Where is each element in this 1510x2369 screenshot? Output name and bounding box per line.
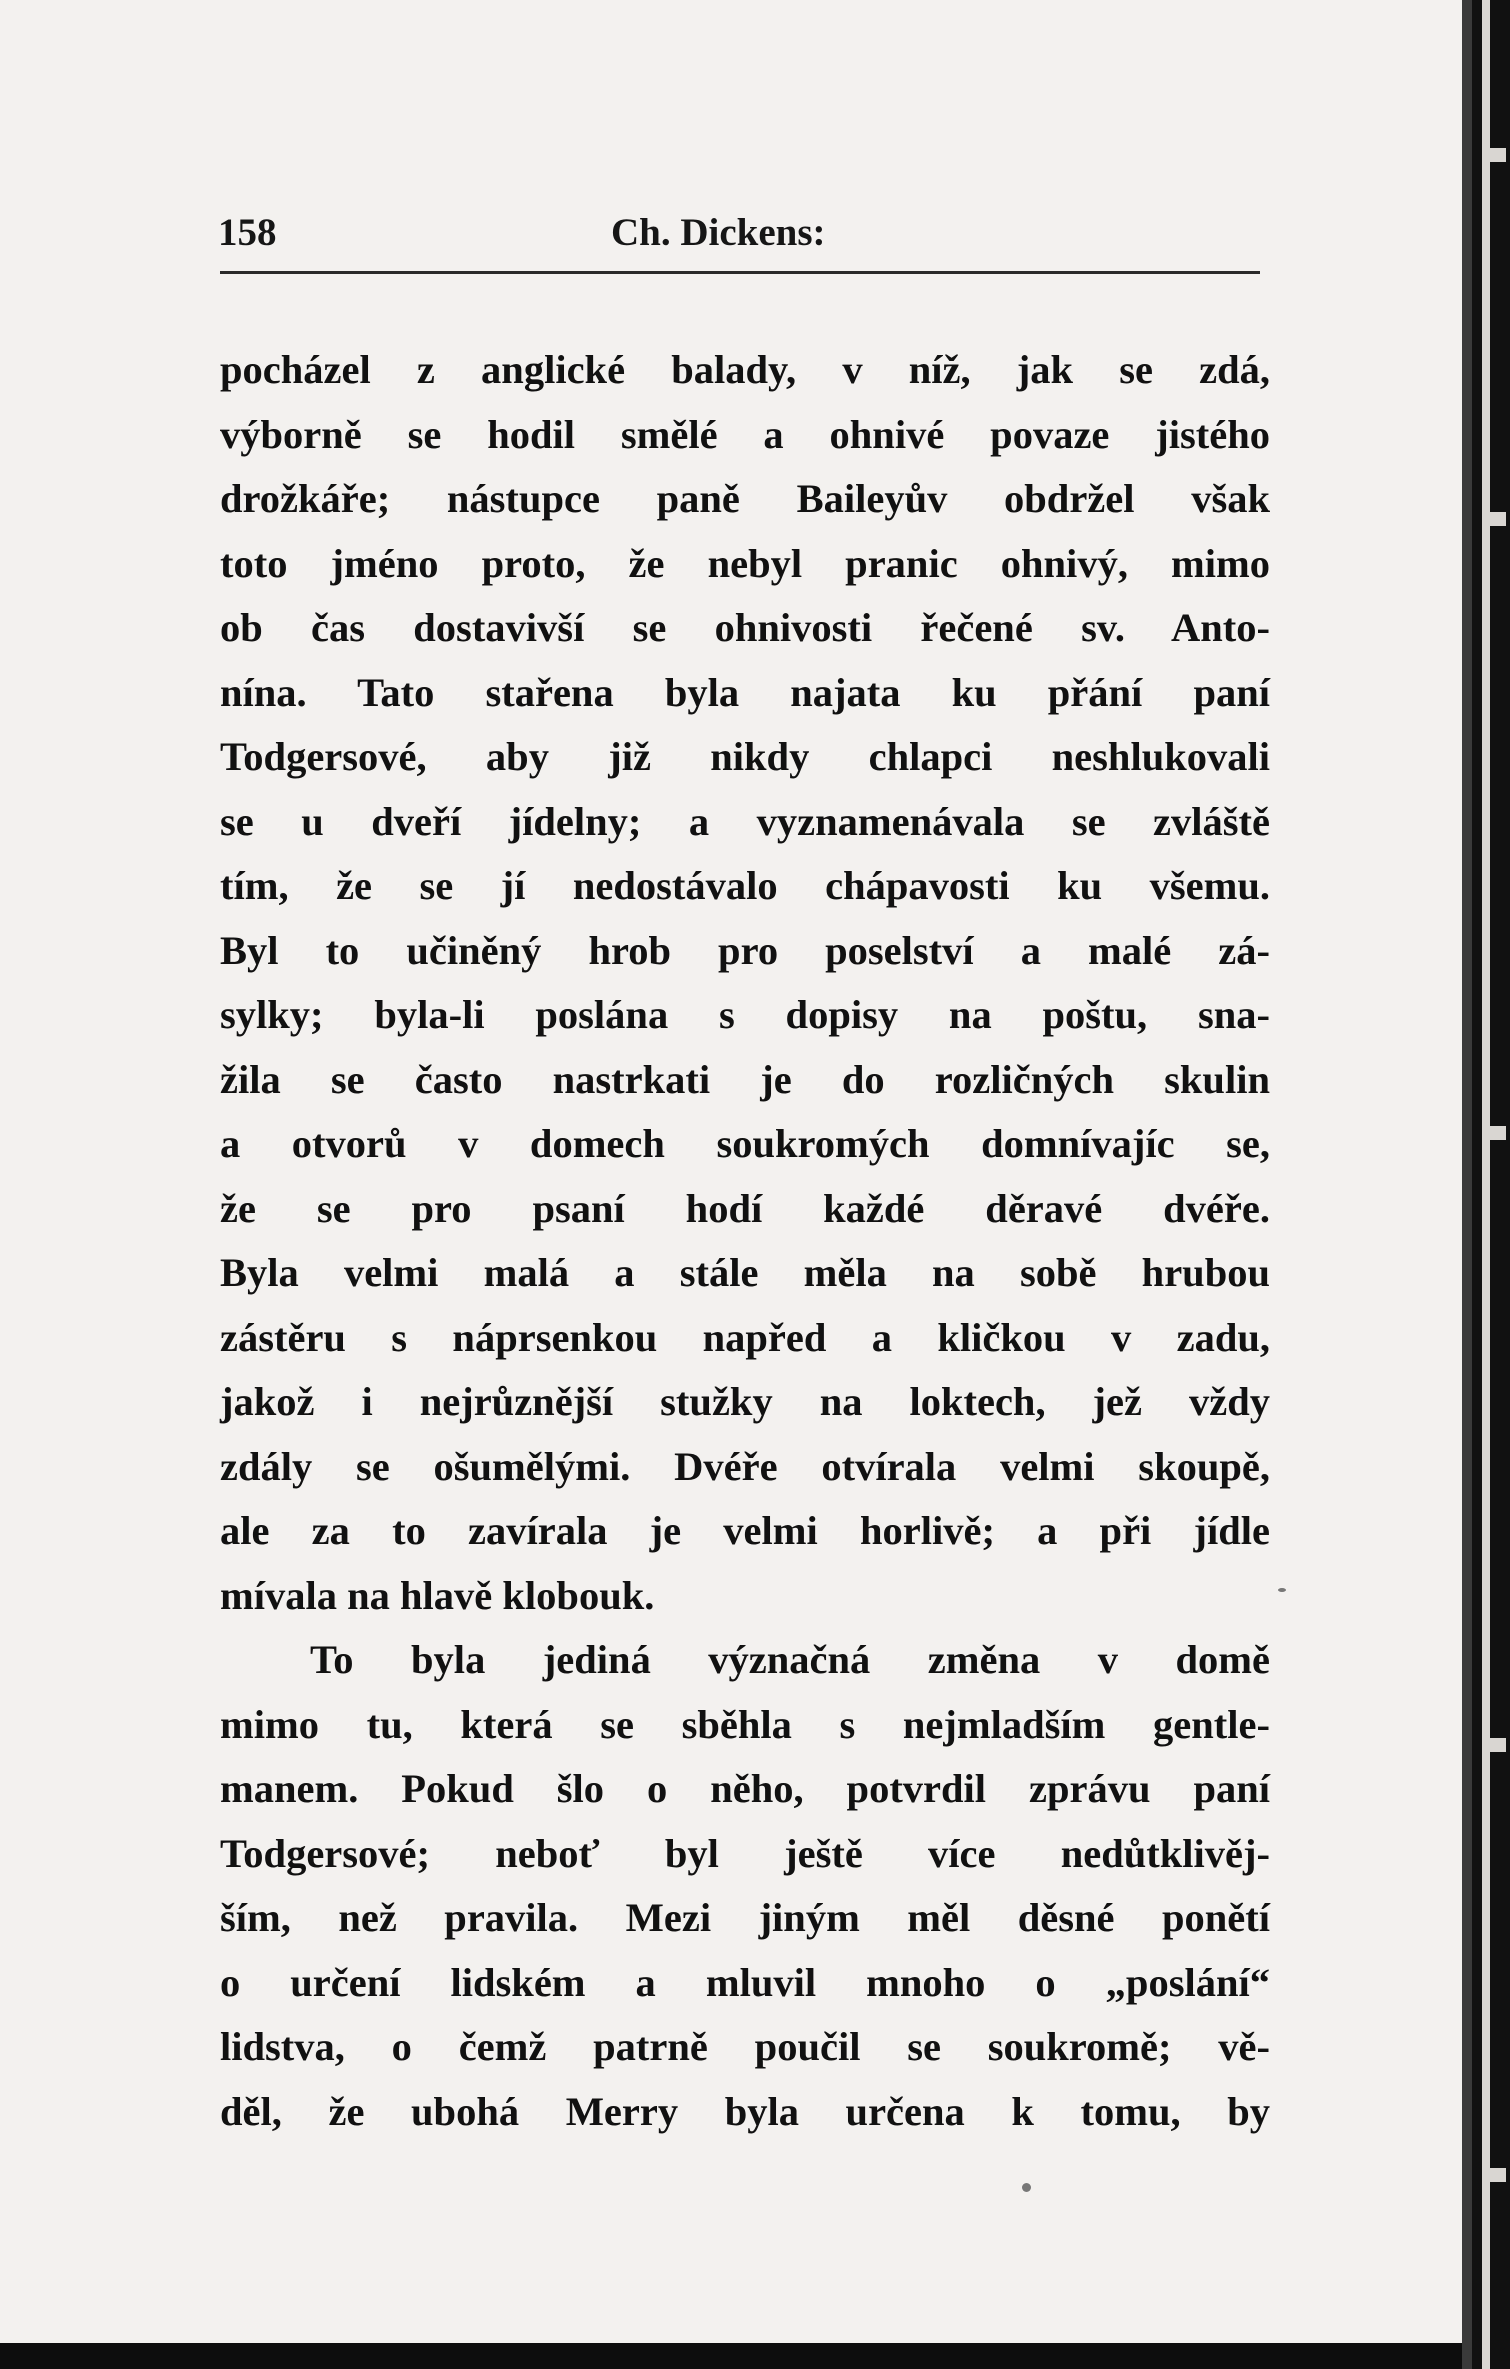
text-line: Todgersové, aby již nikdy chlapci neshlukovali bbox=[220, 734, 1270, 779]
text-line: žila se často nastrkati je do rozličných skulin bbox=[220, 1056, 1270, 1102]
page-header bbox=[218, 210, 1258, 266]
page-number: 158 bbox=[218, 211, 277, 254]
text-line: zástěru s náprsenkou napřed a kličkou v zadu, bbox=[220, 1314, 1270, 1360]
text-line: To byla jediná význačná změna v domě bbox=[310, 1637, 1270, 1682]
text-line: ob čas dostavivší se ohnivosti řečené sv. Anto- bbox=[220, 605, 1270, 650]
text-line: jakož i nejrůznější stužky na loktech, jež vždy bbox=[220, 1379, 1270, 1424]
text-line: se u dveří jídelny; a vyznamenávala se zvláště bbox=[220, 798, 1270, 844]
text-line: a otvorů v domech soukromých domnívajíc se, bbox=[220, 1121, 1270, 1166]
text-line: nína. Tato stařena byla najata ku přání paní bbox=[220, 669, 1270, 715]
text-line: pocházel z anglické balady, v níž, jak se zdá, bbox=[220, 347, 1270, 392]
text-line: ale za to zavírala je velmi horlivě; a při jídle bbox=[220, 1508, 1270, 1553]
adjacent-page-edge bbox=[1482, 0, 1490, 2369]
adjacent-page-mark bbox=[1490, 2168, 1506, 2182]
text-line: mívala na hlavě klobouk. bbox=[220, 1572, 655, 1618]
text-line: výborně se hodil smělé a ohnivé povaze jistého bbox=[220, 411, 1270, 457]
text-line: toto jméno proto, že nebyl pranic ohnivý, mimo bbox=[220, 540, 1270, 586]
text-line: drožkáře; nástupce paně Baileyův obdržel však bbox=[220, 476, 1270, 521]
adjacent-page-mark bbox=[1490, 1126, 1506, 1140]
text-line: o určení lidském a mluvil mnoho o „poslání“ bbox=[220, 1959, 1270, 2005]
text-line: ším, než pravila. Mezi jiným měl děsné ponětí bbox=[220, 1895, 1270, 1940]
text-line: mimo tu, která se sběhla s nejmladším gentle- bbox=[220, 1701, 1270, 1747]
paper-speck bbox=[1278, 1588, 1286, 1592]
header-rule bbox=[220, 271, 1260, 274]
adjacent-page-mark bbox=[1490, 148, 1506, 162]
scan-edge bbox=[1462, 0, 1510, 2369]
text-line: Byla velmi malá a stále měla na sobě hrubou bbox=[220, 1250, 1270, 1295]
paper-speck bbox=[1022, 2183, 1031, 2192]
text-line: tím, že se jí nedostávalo chápavosti ku všemu. bbox=[220, 863, 1270, 908]
scan-edge-shadow bbox=[1462, 0, 1472, 2369]
text-line: manem. Pokud šlo o něho, potvrdil zprávu paní bbox=[220, 1766, 1270, 1811]
adjacent-page-mark bbox=[1490, 1738, 1506, 1752]
text-line: Todgersové; neboť byl ještě více nedůtklivěj- bbox=[220, 1830, 1270, 1876]
adjacent-page-mark bbox=[1490, 512, 1506, 526]
text-line: Byl to učiněný hrob pro poselství a malé zá- bbox=[220, 927, 1270, 973]
text-line: zdály se ošumělými. Dvéře otvírala velmi skoupě, bbox=[220, 1443, 1270, 1489]
text-line: že se pro psaní hodí každé děravé dvéře. bbox=[220, 1185, 1270, 1231]
running-head: Ch. Dickens: bbox=[611, 211, 826, 254]
text-line: sylky; byla-li poslána s dopisy na poštu, sna- bbox=[220, 992, 1270, 1037]
text-line: děl, že ubohá Merry byla určena k tomu, by bbox=[220, 2088, 1270, 2134]
text-line: lidstva, o čemž patrně poučil se soukromě; vě- bbox=[220, 2024, 1270, 2069]
body-text bbox=[220, 338, 1270, 2144]
